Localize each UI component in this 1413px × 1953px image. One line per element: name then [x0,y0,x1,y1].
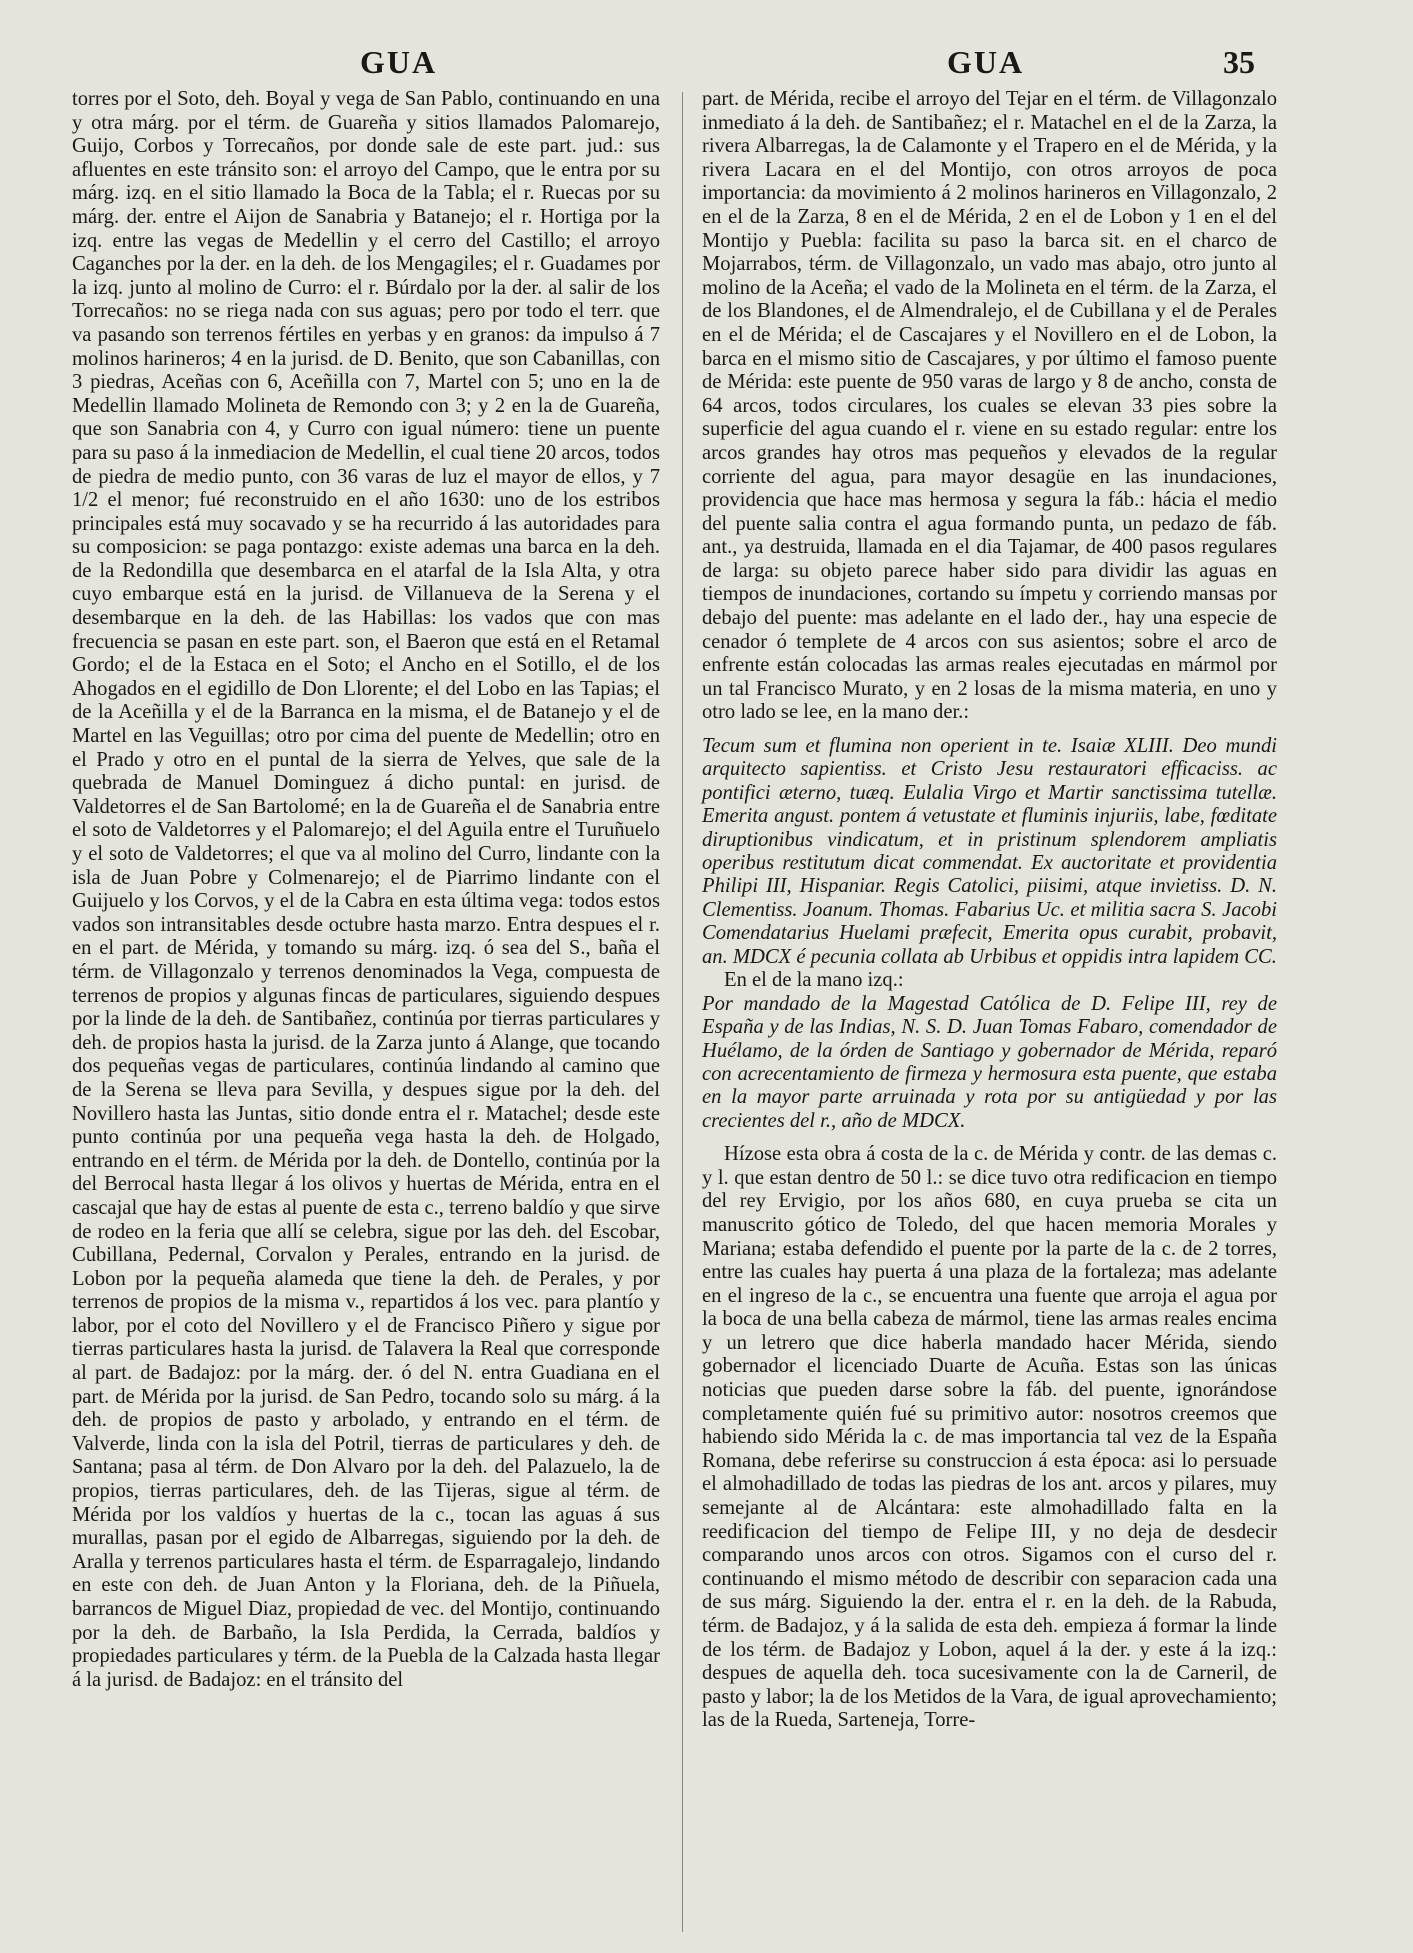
right-column-text-1: part. de Mérida, recibe el arroyo del Tejar en el térm. de Villagonzalo inmediato á la deh. de Santibañez; el r. Matachel en el de la Zarza, la rivera Albarregas, la de Calamonte y el Trapero en el de Mérida, y la rivera Lacara en el del Montijo, con otros arroyos de poca importancia: da movimiento á 2 molinos harineros en Villagonzalo, 2 en el de la Zarza, 8 en el de Mérida, 2 en el de Lobon y 1 en el del Montijo y Puebla: facilita su paso la barca sit. en el charco de Mojarrabos, térm. de Villagonzalo, un vado mas abajo, otro junto al molino de la Aceña; el vado de la Molineta en el térm. de la Zarza, el de los Blandones, el de Almendralejo, el de Cubillana y el de Perales en el de Mérida; el de Cascajares y el Novillero en el de Lobon, la barca en el mismo sitio de Cascajares, y por último el famoso puente de Mérida: este puente de 950 varas de largo y 8 de ancho, consta de 64 arcos, todos circulares, los cuales se elevan 33 pies sobre la superficie del agua cuando el r. viene en su estado regular: entre los arcos grandes hay otros mas pequeños y elevados de la regular corriente del agua, para mayor desagüe en las inundaciones, providencia que hace mas hermosa y segura la fáb.: hácia el medio del puente salia contra el agua formando punta, un pedazo de fáb. ant., ya destruida, llamada en el dia Tajamar, de 400 pasos regulares de larga: su objeto parece haber sido para dividir las aguas en tiempos de inundaciones, cortando su ímpetu y corriendo mansas por debajo del puente: mas adelante en el lado der., hay una especie de cenador ó templete de 4 arcos con sus asientos; sobre el arco de enfrente están colocadas las armas reales ejecutadas en mármol por un tal Francisco Murato, y en 2 losas de la misma materia, en uno y otro lado se lee, en la mano der.: [702,88,1277,724]
left-column-text: torres por el Soto, deh. Boyal y vega de San Pablo, continuando en una y otra márg. por el térm. de Guareña y sitios llamados Palomarejo, Guijo, Corbos y Torrecaños, por donde sale de este part. jud.: sus afluentes en este tránsito son: el arroyo del Campo, que le entra por su márg. izq. en el sitio llamado la Boca de la Tabla; el r. Ruecas por su márg. der. entre el Aijon de Sanabria y Batanejo; el r. Hortiga por la izq. entre las vegas de Medellin y el cerro del Castillo; el arroyo Caganches por la der. en la deh. de los Mengagiles; el r. Guadames por la izq. junto al molino de Curro: el r. Búrdalo por la der. al salir de los Torrecaños: no se riega nada con sus aguas; pero por todo el terr. que va pasando son terrenos fértiles en yerbas y en granos: da impulso á 7 molinos harineros; 4 en la jurisd. de D. Benito, que son Cabanillas, con 3 piedras, Aceñas con 6, Aceñilla con 7, Martel con 5; uno en la de Medellin llamado Molineta de Remondo con 3; y 2 en la de Guareña, que son Sanabria con 4, y Curro con igual número: tiene un puente para su paso á la inmediacion de Medellin, el cual tiene 20 arcos, todos de piedra de medio punto, con 36 varas de luz el mayor de ellos, y 7 1/2 el menor; fué reconstruido en el año 1630: uno de los estribos principales está muy socavado y se ha recurrido á las autoridades para su composicion: se paga pontazgo: existe ademas una barca en la deh. de la Redondilla que desembarca en el atarfal de la Isla Alta, y otra cuyo embarque está en la jurisd. de Villanueva de la Serena y el desembarque en la deh. de las Habillas: los vados que con mas frecuencia se pasan en este part. son, el Baeron que está en el Retamal Gordo; el de la Estaca en el Soto; el Ancho en el Sotillo, el de los Ahogados en el egidillo de Don Llorente; el del Lobo en las Tapias; el de la Aceñilla y el de la Barranca en la misma, el de Batanejo y el de Martel en las Veguillas; otro por cima del puente de Medellin; otro en el Prado y otro en el puntal de la sierra de Yelves, que sale de la quebrada de Manuel Dominguez á dicho puntal: en jurisd. de Valdetorres el de San Bartolomé; en la de Guareña el de Sanabria entre el soto de Valdetorres y el Palomarejo; el del Aguila entre el Turuñuelo y el soto de Valdetorres; el que va al molino del Curro, lindante con la isla de Juan Pobre y Colmenarejo; el de Piarrimo lindante con el Guijuelo y los Corvos, y el de la Cabra en esta última vega: todos estos vados son intransitables desde octubre hasta marzo. Entra despues el r. en el part. de Mérida, y tomando su márg. izq. ó sea del S., baña el térm. de Villagonzalo y terrenos denominados la Vega, compuesta de terrenos de propios y algunas fincas de particulares, siguiendo despues por la linde de la deh. de Santibañez, continúa por tierras particulares y deh. de propios hasta la jurisd. de la Zarza junto á Alange, que tocando dos pequeñas vegas de particulares, continúa lindando al camino que de la Serena se lleva para Sevilla, y despues sigue por la deh. del Novillero hasta las Juntas, sitio donde entra el r. Matachel; desde este punto continúa por una pequeña vega hasta la deh. de Holgado, entrando en el térm. de Mérida por la deh. de Dontello, continúa por la del Berrocal hasta llegar á los olivos y huertas de Mérida, entra en el cascajal que hay de estas al puente de esta c., terreno baldío y que sirve de rodeo en la feria que allí se celebra, sigue por las deh. del Escobar, Cubillana, Pedernal, Corvalon y Perales, entrando en la jurisd. de Lobon por la pequeña alameda que tiene la deh. de Perales, y por terrenos de propios de la misma v., repartidos á los vec. para plantío y labor, por el coto del Novillero y el de Francisco Piñero y sigue por tierras particulares hasta la jurisd. de Talavera la Real que corresponde al part. de Badajoz: por la márg. der. ó del N. entra Guadiana en el part. de Mérida por la jurisd. de San Pedro, tocando solo su márg. á la deh. de propios de pasto y arbolado, y entrando en el térm. de Valverde, linda con la isla del Potril, tierras de particulares y deh. de Santana; pasa al térm. de Don Alvaro por la deh. del Palazuelo, la de propios, tierras particulares, deh. de las Tijeras, sigue al térm. de Mérida por los valdíos y huertas de la c., tocan las aguas á sus murallas, pasan por el egido de Albarregas, siguiendo por la deh. de Aralla y terrenos particulares hasta el térm. de Esparragalejo, lindando en este con deh. de Juan Anton y la Floriana, deh. de la Piñuela, barrancos de Miguel Diaz, propiedad de vec. del Montijo, continuando por la deh. de Barbaño, la Isla Perdida, la Cerrada, baldíos y propiedades particulares y térm. de la Puebla de la Calzada hasta llegar á la jurisd. de Badajoz: en el tránsito del [72,88,660,1691]
page-number: 35 [1223,44,1255,80]
left-hand-intro: En el de la mano izq.: [724,969,904,992]
left-headword: GUA [360,44,438,80]
latin-inscription: Tecum sum et flumina non operient in te. Isaiæ XLIII. Deo mundi arquitecto sapientiss. et Cristo Jesu restauratori efficaciss. ac pontifici æterno, tuæq. Eulalia Virgo et Martir sanctissima tutellæ. Emerita angust. pontem á vetustate et fluminis injuriis, labe, fœditate diruptionibus vindicatum, et in pristinum splendorem ampliatis operibus restitutum dicat commendat. Ex auctoritate et providentia Philipi III, Hispaniar. Regis Catolici, piisimi, atque invietiss. D. N. Clementiss. Joanum. Thomas. Fabarius Uc. et militia sacra S. Jacobi Comendatarius Huelami præfecit, Emerita opus curabit, probavit, an. MDCX é pecunia collata ab Urbibus et oppidis intra lapidem CC. [702,735,1277,968]
running-header [0,44,1413,88]
left-column [72,88,660,1692]
spanish-inscription: Por mandado de la Magestad Católica de D. Felipe III, rey de España y de las Indias, N. S. D. Juan Tomas Fabaro, comendador de Huélamo, de la órden de Santiago y gobernador de Mérida, reparó con acrecentamiento de firmeza y hermosura esta puente, que estaba en la mayor parte arruinada y rota por su antigüedad y por las crecientes del r., año de MDCX. [702,992,1277,1132]
right-column-text-2: Hízose esta obra á costa de la c. de Mérida y contr. de las demas c. y l. que estan dentro de 50 l.: se dice tuvo otra redificacion en tiempo del rey Ervigio, por los años 680, en cuya prueba se cita un manuscrito gótico de Toledo, del que hacen memoria Morales y Mariana; estaba defendido el puente por la parte de la c. de 2 torres, entre las cuales hay puerta á una plaza de la fortaleza; mas adelante en el ingreso de la c., se encuentra una fuente que arroja el agua por la boca de una bella cabeza de mármol, tiene las armas reales encima y un letrero que dice haberla mandado hacer Mérida, siendo gobernador el licenciado Duarte de Acuña. Estas son las únicas noticias que pueden darse sobre la fáb. del puente, ignorándose completamente quién fué su primitivo autor: nosotros creemos que habiendo sido Mérida la c. de mas importancia tal vez de la España Romana, debe referirse su construccion á esta época: asi lo persuade el almohadillado de todas las piedras de los ant. arcos y pilares, muy semejante al de Alcántara: este almohadillado falta en la reedificacion del tiempo de Felipe III, y no deja de desdecir comparando unos arcos con otros. Sigamos con el curso del r. continuando el mismo método de describir con separacion cada una de sus márg. Siguiendo la der. entra el r. en la deh. de la Rabuda, térm. de Badajoz, y á la salida de esta deh. empieza á formar la linde de los térm. de Badajoz y Lobon, aquel á la der. y este á la izq.: despues de aquella deh. toca sucesivamente con la de Carneril, de pasto y labor; la de los Metidos de la Vara, de igual aprovechamiento; las de la Rueda, Sarteneja, Torre- [702,1143,1277,1732]
right-column [702,88,1277,1733]
right-headword: GUA [947,44,1025,80]
column-divider [682,92,683,1932]
